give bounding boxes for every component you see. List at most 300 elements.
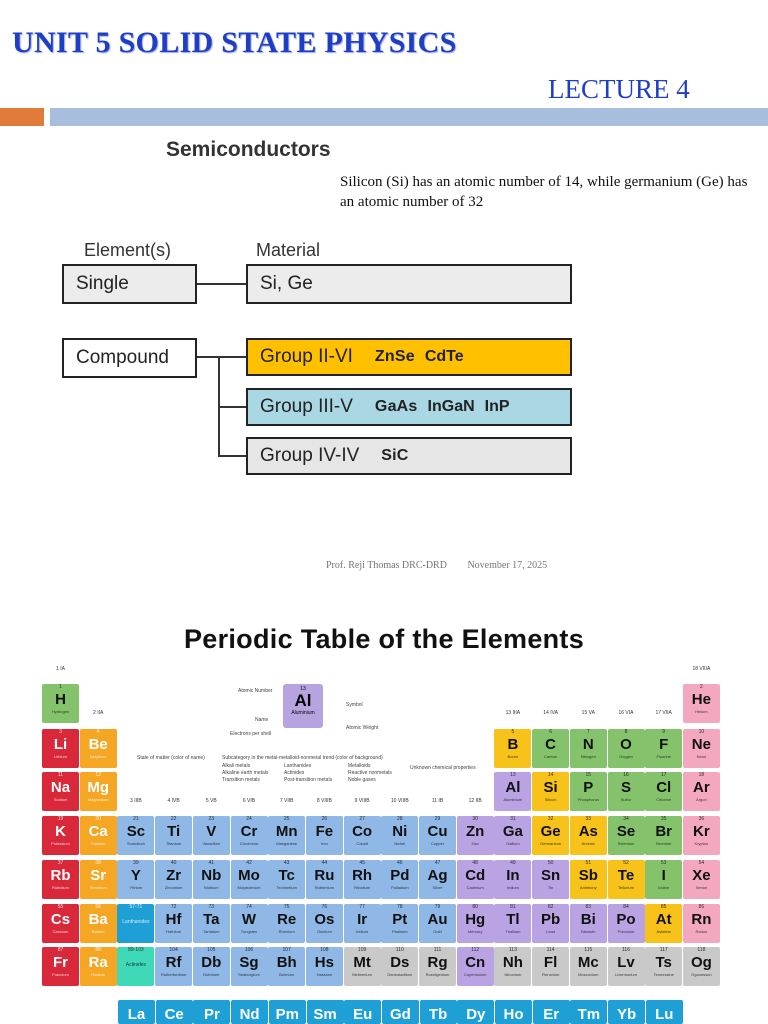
element-symbol: N [582, 736, 594, 753]
element-symbol: Po [616, 911, 636, 928]
element-name: Oxygen [619, 754, 633, 759]
element-name: Hassium [316, 972, 333, 977]
element-number: 19 [57, 816, 64, 822]
element-symbol: S [620, 779, 631, 796]
element-symbol: Zr [166, 867, 182, 884]
lanthanide-cell [420, 1000, 457, 1024]
element-number: 115 [584, 947, 593, 953]
group-ii-vi-label: Group II-VI [260, 346, 353, 367]
group-label: 11 IB [431, 798, 444, 804]
element-symbol: Kr [693, 823, 710, 840]
element-number: 2 [700, 684, 703, 690]
element-name: Lithium [54, 754, 67, 759]
element-number: 22 [170, 816, 177, 822]
element-symbol: La [127, 1006, 146, 1023]
element-name: Nitrogen [580, 754, 596, 759]
element-symbol: Be [88, 736, 108, 753]
element-cell [683, 947, 720, 986]
element-symbol: Lu [655, 1006, 674, 1023]
element-number: 117 [659, 947, 668, 953]
element-name: Vanadium [202, 841, 221, 846]
element-symbol: Rb [50, 867, 71, 884]
element-number: 23 [208, 816, 215, 822]
element-number: 76 [321, 904, 328, 910]
element-number: 32 [547, 816, 554, 822]
section-heading: Semiconductors [166, 138, 331, 161]
element-name: Bromine [656, 841, 672, 846]
element-number: 3 [59, 729, 62, 735]
element-cell [268, 860, 305, 899]
element-symbol: Mc [577, 954, 599, 971]
element-symbol: Lv [617, 954, 635, 971]
element-cell [117, 904, 154, 943]
element-symbol: Li [53, 736, 68, 753]
footer [326, 560, 565, 571]
element-cell [645, 947, 682, 986]
element-number: 106 [244, 947, 254, 953]
legend-reactive-nonmetals: Reactive nonmetals [348, 770, 392, 776]
element-name: Chlorine [656, 797, 672, 802]
element-symbol: Gd [389, 1006, 411, 1023]
element-symbol: Ca [88, 823, 108, 840]
element-cell [494, 729, 531, 768]
element-number: 30 [472, 816, 478, 822]
element-name: Xenon [695, 885, 708, 890]
element-cell [344, 947, 381, 986]
element-symbol: Tl [506, 911, 520, 928]
lanthanide-cell [457, 1000, 494, 1024]
element-name: Tantalum [203, 929, 220, 934]
element-name: Seaborgium [238, 972, 260, 977]
element-symbol: Cs [50, 911, 71, 928]
elements-column-header: Element(s) [84, 240, 172, 260]
element-cell [532, 860, 569, 899]
element-symbol: Fr [53, 954, 68, 971]
lecture-label: LECTURE 4 [548, 74, 690, 104]
element-symbol: Ir [357, 911, 368, 928]
material-znse: ZnSe [374, 348, 415, 365]
lanthanide-cell [118, 1000, 155, 1024]
element-number: 14 [547, 772, 554, 778]
element-symbol: C [545, 736, 557, 753]
element-name: Argon [696, 797, 707, 802]
element-symbol: Hf [165, 911, 182, 928]
element-symbol: Ra [88, 954, 108, 971]
element-symbol: Sb [578, 867, 598, 884]
element-symbol: Cd [465, 867, 486, 884]
element-number: 83 [585, 904, 592, 910]
element-name: Sulfur [620, 797, 632, 802]
element-symbol: Dy [466, 1006, 486, 1023]
element-symbol: Er [543, 1006, 560, 1023]
element-name: Francium [52, 972, 69, 977]
element-cell [570, 860, 607, 899]
element-cell [344, 904, 381, 943]
element-symbol: As [578, 823, 598, 840]
element-number: 44 [321, 860, 328, 866]
element-name: Potassium [51, 841, 70, 846]
element-cell [42, 904, 79, 943]
element-symbol: Eu [353, 1006, 373, 1023]
group-label: 1 IA [56, 666, 65, 672]
legend-actinides: Actinides [284, 770, 305, 776]
key-label-number: Atomic Number [238, 688, 273, 694]
element-cell [42, 947, 79, 986]
element-number: 8 [624, 729, 628, 735]
element-number: 15 [585, 772, 592, 778]
element-name: Tellurium [617, 885, 634, 890]
material-column-header: Material [256, 240, 321, 260]
element-name: Osmium [316, 929, 332, 934]
element-name: Technetium [276, 885, 297, 890]
element-symbol: Br [655, 823, 673, 840]
lanthanide-cell [231, 1000, 268, 1024]
compound-label: Compound [76, 347, 169, 368]
element-number: 28 [397, 816, 403, 822]
element-cell [155, 816, 192, 855]
element-cell [645, 904, 682, 943]
element-name: Rubidium [52, 885, 69, 890]
group-label: 16 VIA [618, 710, 634, 716]
element-name: Oganesson [691, 972, 712, 977]
element-number: 104 [169, 947, 178, 953]
element-symbol: Ba [88, 911, 108, 928]
element-name: Yttrium [129, 885, 143, 890]
element-cell [231, 860, 268, 899]
element-symbol: Au [427, 911, 448, 928]
group-label: 2 IIA [93, 710, 104, 716]
connector-iv-iv [218, 455, 247, 457]
element-name: Sodium [53, 797, 68, 802]
element-name: Flerovium [541, 972, 560, 977]
element-name: Astatine [656, 929, 671, 934]
element-name: Meitnerium [352, 972, 372, 977]
element-cell [42, 772, 79, 811]
element-number: 85 [660, 904, 667, 910]
element-symbol: F [659, 736, 669, 753]
legend-alkali: Alkali metals [222, 763, 251, 769]
group-label: 6 VIB [242, 798, 256, 804]
element-cell [306, 904, 343, 943]
element-cell [42, 684, 79, 723]
element-name: Rhenium [278, 929, 295, 934]
key-label-electrons: Electrons per shell [230, 731, 272, 737]
element-symbol: Nb [201, 867, 222, 884]
element-cell [193, 904, 230, 943]
element-name: Moscovium [578, 972, 599, 977]
element-number: 113 [508, 947, 517, 953]
group-label: 8 VIIIB [316, 798, 332, 804]
accent-bar-orange [0, 108, 44, 126]
element-number: 79 [434, 904, 441, 910]
element-symbol: Yb [617, 1006, 637, 1023]
element-number: 118 [697, 947, 706, 953]
element-number: 39 [133, 860, 139, 866]
element-number: 48 [472, 860, 478, 866]
material-ingan: InGaN [427, 398, 475, 415]
group-label: 3 IIIB [130, 798, 142, 804]
element-cell [42, 729, 79, 768]
element-number: 38 [95, 860, 101, 866]
element-symbol: Hs [314, 954, 334, 971]
element-number: 46 [397, 860, 403, 866]
element-number: 35 [660, 816, 667, 822]
lanthanide-cell [570, 1000, 607, 1024]
element-name: Helium [695, 709, 708, 714]
element-cell [80, 772, 117, 811]
element-number: 112 [471, 947, 480, 953]
element-symbol: H [55, 691, 66, 708]
element-cell [494, 772, 531, 811]
element-name: Calcium [90, 841, 106, 846]
group-label: 15 VA [581, 710, 595, 716]
element-number: 75 [283, 904, 290, 910]
element-number: 105 [207, 947, 216, 953]
element-number: 24 [246, 816, 252, 822]
legend-metalloids: Metalloids [348, 763, 371, 769]
element-name: Iron [320, 841, 328, 846]
element-number: 17 [660, 772, 667, 778]
element-symbol: Tb [428, 1006, 448, 1023]
element-name: Tin [547, 885, 554, 890]
element-name: Bohrium [279, 972, 295, 977]
element-number: 1 [59, 684, 62, 690]
single-label: Single [76, 273, 129, 294]
element-name: Scandium [126, 841, 145, 846]
element-symbol: Mn [275, 823, 298, 840]
legend-transition: Transition metals [222, 777, 260, 783]
element-number: 6 [549, 729, 552, 735]
element-cell [645, 816, 682, 855]
element-name: Nihonium [504, 972, 522, 977]
element-cell [419, 904, 456, 943]
element-symbol: B [507, 736, 519, 753]
element-name: Palladium [391, 885, 409, 890]
element-number: 26 [321, 816, 328, 822]
element-cell [494, 947, 531, 986]
element-name: Bismuth [581, 929, 596, 934]
element-name: Manganese [276, 841, 298, 846]
element-symbol: K [55, 823, 66, 840]
element-cell [494, 904, 531, 943]
element-name: Indium [506, 885, 519, 890]
element-symbol: Tm [577, 1006, 601, 1023]
element-cell [42, 816, 79, 855]
group-label: 7 VIIB [279, 798, 294, 804]
element-name: Strontium [89, 885, 107, 890]
element-cell [117, 947, 154, 986]
element-number: 4 [96, 729, 100, 735]
element-number: 116 [622, 947, 630, 953]
element-name: Krypton [694, 841, 709, 846]
element-name: Radon [695, 929, 708, 934]
single-material-box [246, 264, 572, 304]
element-number: 54 [698, 860, 705, 866]
element-cell [608, 772, 645, 811]
element-cell [608, 860, 645, 899]
element-cell [381, 947, 418, 986]
element-cell [155, 947, 192, 986]
element-number: 81 [510, 904, 516, 910]
element-cell [683, 904, 720, 943]
connector-single [197, 283, 247, 285]
element-name: Germanium [540, 841, 562, 846]
intro-text: Silicon (Si) has an atomic number of 14, while germanium (Ge) has an atomic number of 32 [340, 174, 748, 210]
material-inp: InP [484, 398, 510, 415]
element-number: 74 [246, 904, 252, 910]
element-number: 21 [133, 816, 139, 822]
element-name: Antimony [579, 885, 597, 890]
element-symbol: Cl [656, 779, 672, 796]
element-name: Chromium [239, 841, 259, 846]
lanthanide-cell [307, 1000, 344, 1024]
element-number: 108 [320, 947, 329, 953]
legend-state: State of matter (color of name) [137, 755, 205, 761]
element-name: Hafnium [166, 929, 182, 934]
element-name: Platinum [392, 929, 408, 934]
element-number: 11 [57, 772, 64, 778]
element-number: 52 [623, 860, 629, 866]
group-label: 5 VB [205, 798, 217, 804]
connector-compound [197, 356, 247, 358]
element-symbol: Cn [465, 954, 486, 971]
element-symbol: Na [50, 779, 71, 796]
element-symbol: O [620, 736, 632, 753]
group-label: 13 IIIA [505, 710, 521, 716]
element-cell [532, 947, 569, 986]
element-symbol: P [583, 779, 594, 796]
element-symbol: Ds [390, 954, 410, 971]
element-cell [155, 904, 192, 943]
element-number: 33 [585, 816, 592, 822]
element-symbol: Te [617, 867, 635, 884]
compound-box [62, 338, 197, 378]
element-number: 47 [434, 860, 441, 866]
element-symbol: Ar [693, 779, 710, 796]
element-symbol: Zn [466, 823, 485, 840]
element-number: 51 [585, 860, 592, 866]
element-symbol: Co [352, 823, 373, 840]
element-symbol: Ce [164, 1006, 184, 1023]
element-symbol: Og [690, 954, 712, 971]
element-symbol: Nd [239, 1006, 260, 1023]
element-name: Phosphorus [577, 797, 599, 802]
element-symbol: Rn [691, 911, 712, 928]
element-cell [645, 860, 682, 899]
element-number: 109 [357, 947, 367, 953]
legend-lanthanides: Lanthanides [284, 763, 312, 769]
element-number: 84 [623, 904, 629, 910]
element-cell [532, 772, 569, 811]
footer-date: November 17, 2025 [467, 560, 548, 571]
element-name: Thallium [505, 929, 521, 934]
element-symbol: Al [505, 779, 521, 796]
group-label: 17 VIIA [655, 710, 672, 716]
element-number: 10 [698, 729, 705, 735]
element-cell [193, 816, 230, 855]
lanthanide-cell [344, 1000, 381, 1024]
element-symbol: Ni [392, 823, 408, 840]
element-number: 82 [547, 904, 554, 910]
element-name: Tungsten [240, 929, 258, 934]
element-name: Selenium [617, 841, 635, 846]
element-name: Ruthenium [314, 885, 335, 890]
element-number: 53 [660, 860, 667, 866]
element-symbol: Bi [580, 911, 596, 928]
element-cell [532, 904, 569, 943]
element-cell [80, 860, 117, 899]
element-cell [532, 816, 569, 855]
element-number: 27 [359, 816, 365, 822]
element-symbol: Cu [427, 823, 448, 840]
element-number: 111 [433, 947, 442, 953]
element-number: 80 [472, 904, 478, 910]
element-cell [457, 860, 494, 899]
element-cell [645, 772, 682, 811]
element-number: 49 [510, 860, 516, 866]
element-symbol: Ho [503, 1006, 524, 1023]
lanthanide-cell [269, 1000, 306, 1024]
element-symbol: Tc [278, 867, 295, 884]
element-symbol: Ti [167, 823, 181, 840]
key-label-name: Name [255, 717, 269, 723]
element-symbol: He [691, 691, 711, 708]
key-label-weight: Atomic Weight [346, 725, 379, 731]
element-cell [80, 904, 117, 943]
element-number: 7 [586, 729, 590, 735]
element-cell [381, 860, 418, 899]
element-name: Beryllium [89, 754, 107, 759]
element-symbol: Rg [427, 954, 448, 971]
element-symbol: Pm [275, 1006, 299, 1023]
element-number: 42 [246, 860, 252, 866]
element-cell [155, 860, 192, 899]
element-cell [80, 816, 117, 855]
element-name: Silver [432, 885, 443, 890]
element-cell [683, 816, 720, 855]
element-symbol: Ta [203, 911, 220, 928]
element-key [283, 684, 323, 728]
material-gaas: GaAs [374, 398, 418, 415]
periodic-table-title: Periodic Table of the Elements [183, 624, 585, 654]
element-symbol: Fe [315, 823, 334, 840]
element-symbol: Si [543, 779, 558, 796]
lanthanide-cell [193, 1000, 230, 1024]
element-number: 13 [510, 772, 516, 778]
element-cell [645, 729, 682, 768]
group-iv-iv-box [246, 437, 572, 475]
element-name: Zirconium [164, 885, 183, 890]
group-label: 4 IVB [167, 798, 180, 804]
element-name: Hydrogen [51, 709, 70, 714]
element-symbol: Pr [203, 1006, 220, 1023]
element-name: Lanthanides [122, 919, 150, 925]
element-cell [419, 947, 456, 986]
element-name: Mercury [467, 929, 483, 934]
element-number: 9 [662, 729, 666, 735]
element-name: Boron [507, 754, 519, 759]
lanthanide-cell [156, 1000, 193, 1024]
group-ii-vi-box [246, 338, 572, 376]
group-label: 9 VIIIB [354, 798, 370, 804]
element-name: Carbon [544, 754, 558, 759]
element-cell [683, 860, 720, 899]
element-number: 50 [547, 860, 554, 866]
element-number: 107 [282, 947, 291, 953]
element-number: 37 [57, 860, 64, 866]
element-symbol: Sn [541, 867, 561, 884]
single-box [62, 264, 197, 304]
